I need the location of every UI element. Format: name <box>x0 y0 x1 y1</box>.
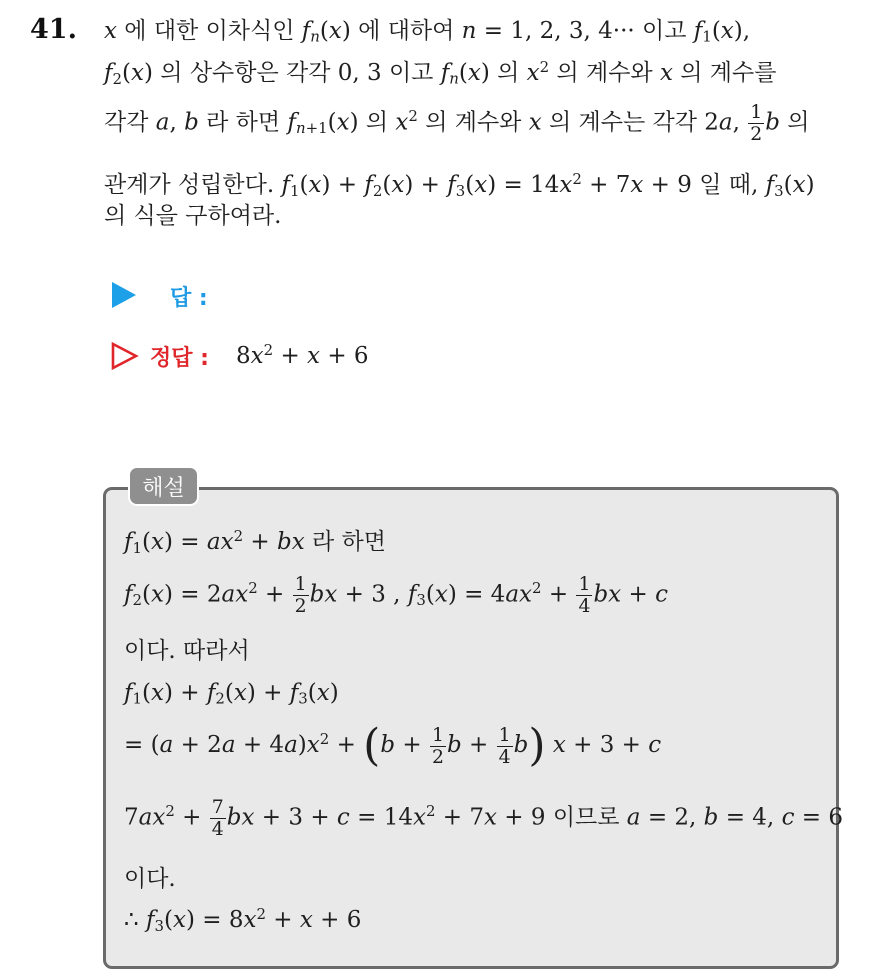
answer-label: 답 : <box>170 286 208 311</box>
solution-triangle-icon <box>111 342 139 370</box>
question-line-4: 관계가 성립한다. $f_1(x) + f_2(x) + f_3(x) = 14x^2 + 7x + 9$ 일 때, $f_3(x)$ <box>104 170 815 200</box>
question-line-5: 의 식을 구하여라. <box>104 203 282 229</box>
question-number: 41. <box>30 14 77 45</box>
answer-triangle-icon <box>112 282 136 308</box>
explanation-line-8: ∴ $f_3(x) = 8x^2 + x + 6$ <box>124 905 362 935</box>
explanation-line-5: = $(a + 2a + 4a)x^2 + (b$ + $\frac{1}{2}$ b + $\frac{1}{4}$ b) x + 3 + c <box>124 720 662 771</box>
explanation-line-1: $f_1(x) = ax^2$ + bx 라 하면 <box>124 527 386 557</box>
solution-value: $8x^2 + x + 6$ <box>236 341 369 370</box>
question-line-1: x 에 대한 이차식인 $f_n(x)$ 에 대하여 n = 1, 2, 3, 4··· 이고 $f_1(x)$, <box>104 18 751 46</box>
explanation-line-4: $f_1(x) + f_2(x) + f_3(x)$ <box>124 680 339 708</box>
question-line-3: 각각 a, b 라 하면 $f_{n+1}(x)$ 의 $x^2$ 의 계수와 x 의 계수는 각각 2a, $\frac{1}{2}$ b 의 <box>104 101 810 145</box>
explanation-line-2: $f_2(x) = 2ax^2$ + $\frac{1}{2}$ bx + 3 , $f_3(x) = 4ax^2$ + $\frac{1}{4}$ bx + c <box>124 573 668 617</box>
solution-label: 정답 : <box>150 346 209 371</box>
explanation-line-6: $7ax^2$ + $\frac{7}{4}$ bx + $3 + c = 14x^2 + 7x + 9$ 이므로 a = 2, b = 4, c = 6 <box>124 796 843 840</box>
question-line-2: $f_2(x)$ 의 상수항은 각각 0, 3 이고 $f_n(x)$ 의 $x^2$ 의 계수와 x 의 계수를 <box>104 58 777 88</box>
explanation-line-3: 이다. 따라서 <box>124 638 250 664</box>
explanation-tab: 해설 <box>128 466 199 506</box>
explanation-line-7: 이다. <box>124 866 176 892</box>
